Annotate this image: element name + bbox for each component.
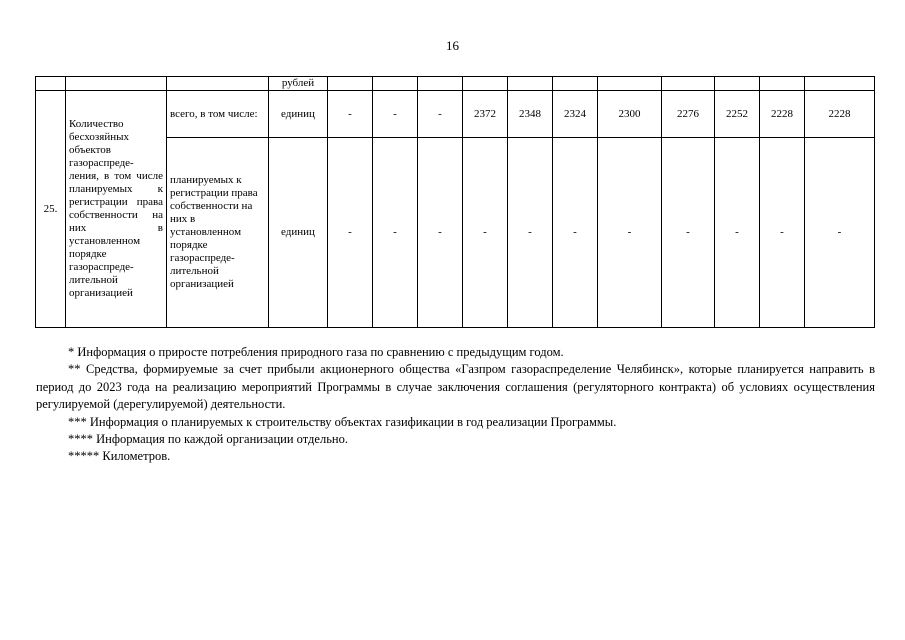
value-cell: - [715,138,760,328]
value-cell: - [463,138,508,328]
value-cell: - [373,91,418,138]
value-cell: - [328,91,373,138]
unit-cell: единиц [269,138,328,328]
value-cell: 2228 [805,91,875,138]
table-row-top [36,77,875,91]
value-cell: - [805,138,875,328]
value-cell: 2348 [508,91,553,138]
footnote: * Информация о приросте потребления природного газа по сравнению с предыдущим годом. [68,345,564,359]
unit-cell: единиц [269,91,328,138]
footnote: ***** Километров. [68,449,171,464]
table-row [36,91,875,138]
subcategory-cell: всего, в том числе: [167,91,269,138]
value-cell: - [508,138,553,328]
subcategory-cell: планируемых к регистрации права собственности на них в установленном порядке газораспреде-лительной организацией [167,138,269,328]
value-cell: - [418,91,463,138]
value-cell: 2372 [463,91,508,138]
value-cell: - [418,138,463,328]
row-number: 25. [36,91,66,328]
unit-cell: рублей [269,77,328,91]
value-cell: - [553,138,598,328]
value-cell: - [662,138,715,328]
value-cell: - [328,138,373,328]
value-cell: - [598,138,662,328]
value-cell: 2324 [553,91,598,138]
footnotes [36,344,875,466]
page-number: 16 [446,38,459,53]
value-cell: 2276 [662,91,715,138]
value-cell: 2252 [715,91,760,138]
value-cell: - [373,138,418,328]
value-cell: 2300 [598,91,662,138]
footnote: *** Информация о планируемых к строительству объектах газификации в год реализации Программы. [68,414,617,429]
indicator-description: Количество бесхозяйных объектов газораспреде-ления, в том числе планируемых к регистрации права собственности на них в установленном порядке газораспреде-лительной организацией [66,91,167,328]
footnote: **** Информация по каждой организации отдельно. [68,432,348,447]
indicator-table [35,76,875,328]
value-cell: 2228 [760,91,805,138]
footnote: ** Средства, формируемые за счет прибыли акционерного общества «Газпром газораспределение Челябинск», которые планируется направить в период до 2023 года на реализацию мероприятий Программы в случае заключения соглашения (регуляторного контракта) об условиях осуществления регулируемой (дерегулируемой) деятельности. [36,362,875,412]
value-cell: - [760,138,805,328]
